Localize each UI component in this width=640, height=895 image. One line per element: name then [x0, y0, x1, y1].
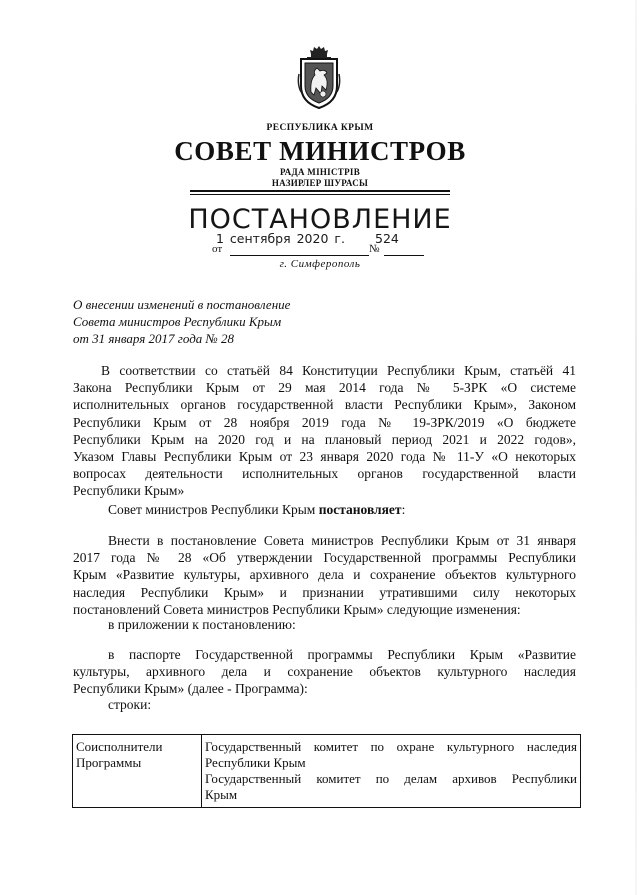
paragraph-line: В соответствии со статьёй 84 Конституции Республики Крым, статьёй 41	[101, 363, 576, 378]
council-name-ukrainian: РАДА МІНІСТРІВ	[280, 167, 360, 177]
header-divider-thick	[190, 190, 450, 192]
table-cell-value	[202, 735, 581, 808]
paragraph-line: культуры, архивного дела и сохранение объектов культурного наследия	[73, 664, 576, 680]
paragraph-line: исполнительных органов государственной власти Республики Крым», Законом	[73, 397, 576, 413]
decree-date: 1 сентября 2020 г.	[216, 231, 345, 246]
crimea-coat-of-arms-icon	[297, 44, 341, 110]
preamble-paragraph	[73, 362, 576, 500]
paragraph-line: Республики Крым»	[73, 483, 185, 499]
number-label: №	[369, 243, 380, 255]
decree-subject	[73, 296, 290, 347]
cell-line: Соисполнители	[76, 739, 163, 754]
paragraph-line: Республики Крым на 2020 год и на плановый период 2021 и 2022 годов»,	[73, 431, 576, 447]
decree-number: 524	[375, 231, 399, 246]
table-row	[73, 735, 581, 808]
paragraph-line: наследия Республики Крым» и признании утратившими силу некоторых	[73, 584, 576, 600]
resolution-prefix: Совет министров Республики Крым	[108, 502, 319, 517]
paragraph-line: в паспорте Государственной программы Республики Крым «Развитие	[108, 647, 576, 662]
header-divider-thin	[190, 194, 450, 195]
resolution-statement	[108, 502, 405, 518]
cell-line: Государственный комитет по делам архивов Республики	[205, 771, 577, 786]
passport-paragraph	[73, 646, 576, 698]
amendment-paragraph	[73, 532, 576, 618]
paragraph-line: Внести в постановление Совета министров Республики Крым от 31 января	[108, 533, 576, 548]
from-label: от	[212, 243, 223, 255]
paragraph-line: Республики Крым» (далее - Программа):	[73, 681, 308, 697]
paragraph-line: 2017 года № 28 «Об утверждении Государственной программы Республики	[73, 550, 576, 566]
paragraph-line: Крым «Развитие культуры, архивного дела и сохранение объектов культурного	[73, 567, 576, 583]
date-underline	[230, 255, 369, 256]
paragraph-line: постановлений Совета министров Республики Крым» следующие изменения:	[73, 601, 521, 617]
scan-edge-shadow	[635, 0, 637, 895]
cell-line: Программы	[76, 755, 142, 770]
resolution-suffix: :	[401, 502, 406, 517]
table-cell-label	[73, 735, 202, 808]
cell-line: Республики Крым	[205, 755, 306, 770]
program-passport-table	[72, 734, 581, 808]
decree-title: ПОСТАНОВЛЕНИЕ	[188, 204, 452, 235]
paragraph-line: вопросах деятельности исполнительных органов государственной власти	[73, 466, 576, 482]
number-underline	[384, 255, 424, 256]
subject-line: Совета министров Республики Крым	[73, 314, 282, 329]
cell-line: Государственный комитет по охране культурного наследия	[205, 739, 577, 754]
republic-name: РЕСПУБЛИКА КРЫМ	[266, 123, 374, 133]
rows-label: строки:	[108, 697, 152, 712]
cell-line: Крым	[205, 787, 238, 802]
city: г. Симферополь	[279, 258, 361, 270]
paragraph-line: Указом Главы Республики Крым от 23 января 2020 года № 11-У «О некоторых	[73, 449, 576, 465]
council-name-crimean-tatar: НАЗИРЛЕР ШУРАСЫ	[271, 178, 369, 188]
subject-line: от 31 января 2017 года № 28	[73, 331, 235, 346]
appendix-line: в приложении к постановлению:	[108, 617, 296, 632]
paragraph-line: Республики Крым от 28 ноября 2019 года № 19-ЗРК/2019 «О бюджете	[73, 414, 576, 430]
council-name: СОВЕТ МИНИСТРОВ	[174, 136, 466, 166]
paragraph-line: Закона Республики Крым от 29 мая 2014 года № 5-ЗРК «О системе	[73, 380, 576, 396]
resolution-verb: постановляет	[318, 502, 402, 517]
subject-line: О внесении изменений в постановление	[73, 297, 291, 312]
